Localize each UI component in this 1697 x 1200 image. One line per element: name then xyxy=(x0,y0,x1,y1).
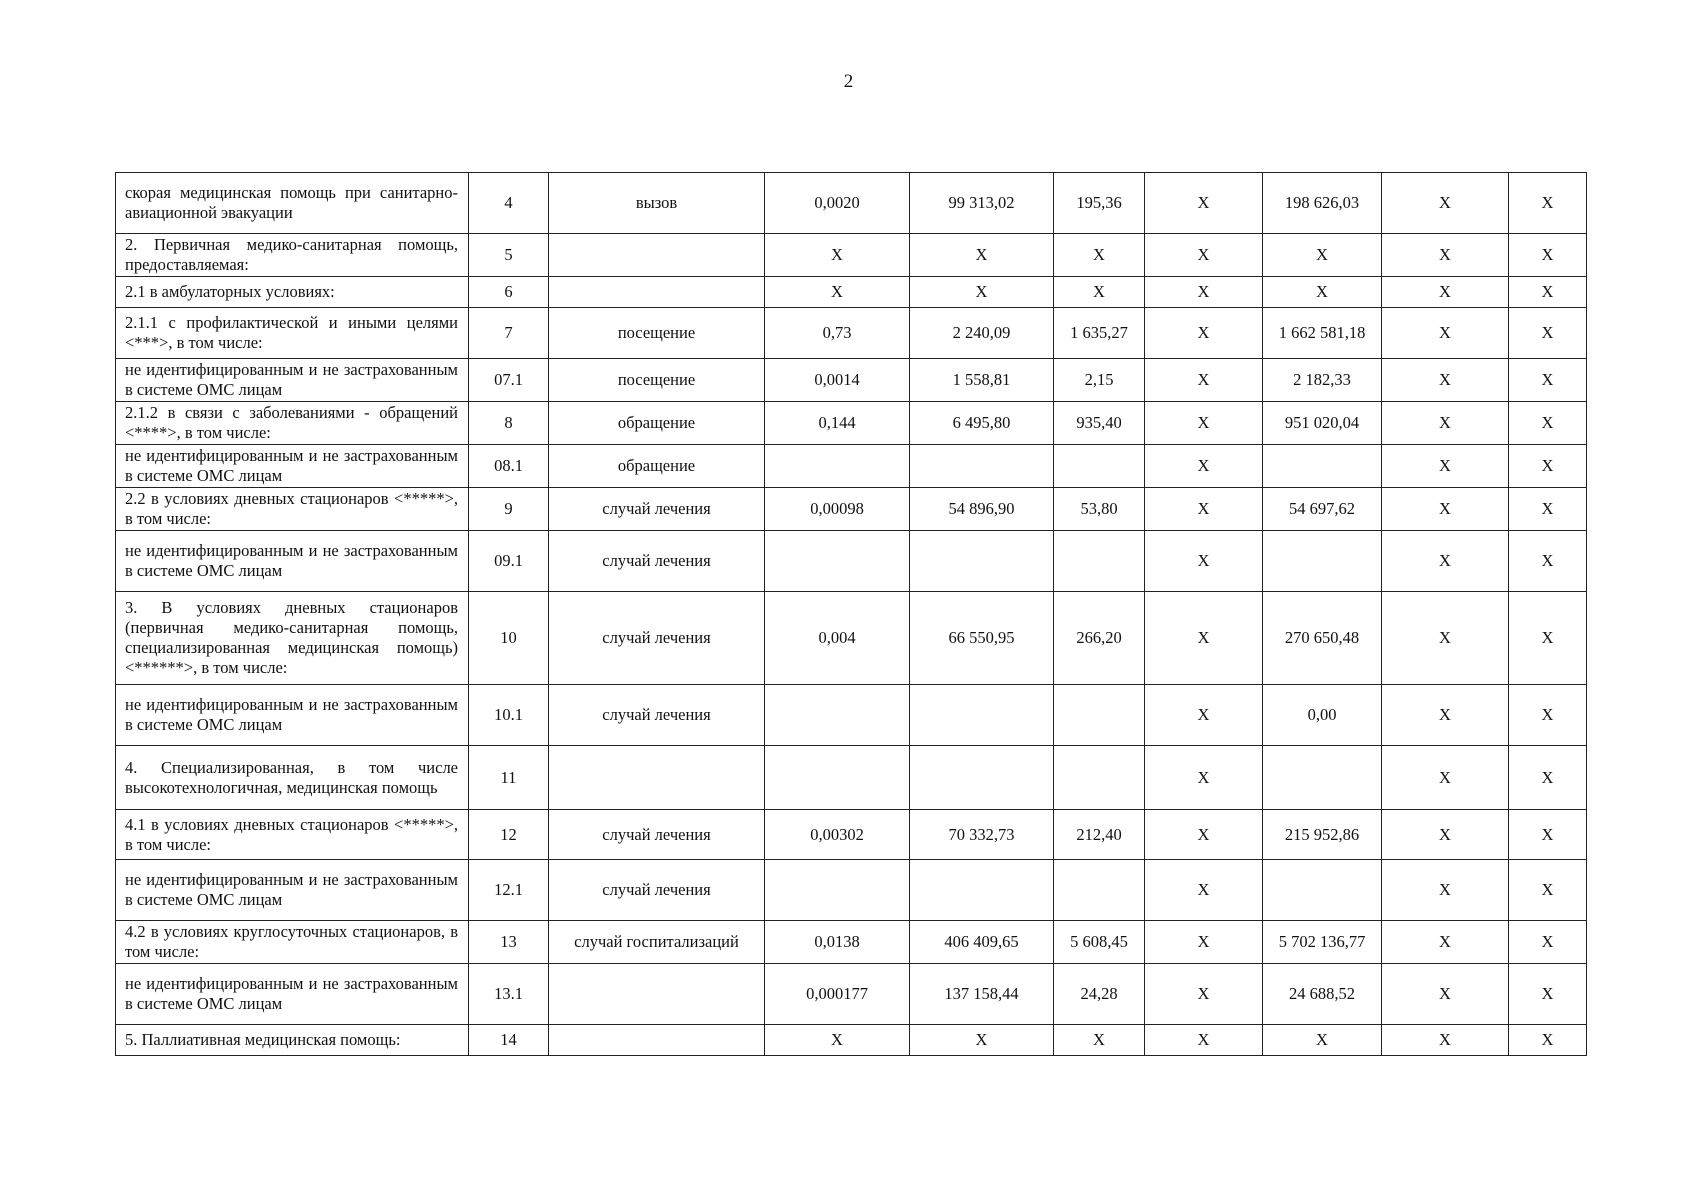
value-cell: X xyxy=(1382,592,1509,685)
value-cell xyxy=(910,860,1054,921)
value-cell xyxy=(910,531,1054,592)
row-name-cell: 2. Первичная медико-санитарная помощь, предоставляемая: xyxy=(116,234,469,277)
value-cell xyxy=(765,445,910,488)
value-cell: X xyxy=(1509,445,1587,488)
unit-cell: случай госпитализаций xyxy=(549,921,765,964)
value-cell: X xyxy=(1145,810,1263,860)
value-cell: X xyxy=(765,1025,910,1056)
value-cell: X xyxy=(1145,746,1263,810)
value-cell: X xyxy=(1509,402,1587,445)
value-cell xyxy=(1263,746,1382,810)
page-number: 2 xyxy=(843,71,854,92)
row-name-cell: 4.2 в условиях круглосуточных стационаров, в том числе: xyxy=(116,921,469,964)
unit-cell: посещение xyxy=(549,308,765,359)
value-cell: X xyxy=(1509,531,1587,592)
value-cell xyxy=(1054,860,1145,921)
value-cell: X xyxy=(1509,234,1587,277)
value-cell: 1 635,27 xyxy=(1054,308,1145,359)
table-row xyxy=(116,173,1587,234)
value-cell: 137 158,44 xyxy=(910,964,1054,1025)
value-cell: 2 182,33 xyxy=(1263,359,1382,402)
value-cell: 0,00 xyxy=(1263,685,1382,746)
table-row xyxy=(116,860,1587,921)
unit-cell: случай лечения xyxy=(549,488,765,531)
value-cell: X xyxy=(1382,359,1509,402)
row-name-cell: скорая медицинская помощь при санитарно-авиационной эвакуации xyxy=(116,173,469,234)
value-cell: X xyxy=(910,277,1054,308)
table-row xyxy=(116,488,1587,531)
row-number-cell: 7 xyxy=(469,308,549,359)
table-row xyxy=(116,445,1587,488)
value-cell: 0,73 xyxy=(765,308,910,359)
value-cell: X xyxy=(1145,531,1263,592)
unit-cell: случай лечения xyxy=(549,860,765,921)
value-cell: X xyxy=(1145,277,1263,308)
value-cell: 266,20 xyxy=(1054,592,1145,685)
value-cell xyxy=(765,746,910,810)
table-row xyxy=(116,746,1587,810)
value-cell: X xyxy=(1382,531,1509,592)
value-cell: X xyxy=(910,1025,1054,1056)
unit-cell: случай лечения xyxy=(549,592,765,685)
value-cell: 2,15 xyxy=(1054,359,1145,402)
value-cell: 99 313,02 xyxy=(910,173,1054,234)
row-number-cell: 4 xyxy=(469,173,549,234)
table-row xyxy=(116,359,1587,402)
value-cell: 212,40 xyxy=(1054,810,1145,860)
row-number-cell: 10 xyxy=(469,592,549,685)
unit-cell: вызов xyxy=(549,173,765,234)
value-cell: 1 558,81 xyxy=(910,359,1054,402)
value-cell: X xyxy=(1382,402,1509,445)
unit-cell: случай лечения xyxy=(549,685,765,746)
value-cell: X xyxy=(765,234,910,277)
value-cell: 270 650,48 xyxy=(1263,592,1382,685)
value-cell: 66 550,95 xyxy=(910,592,1054,685)
value-cell: 0,0138 xyxy=(765,921,910,964)
row-name-cell: 5. Паллиативная медицинская помощь: xyxy=(116,1025,469,1056)
value-cell: 54 896,90 xyxy=(910,488,1054,531)
value-cell xyxy=(1054,531,1145,592)
table-row xyxy=(116,964,1587,1025)
row-name-cell: 2.1.1 с профилактической и иными целями <***>, в том числе: xyxy=(116,308,469,359)
table-row xyxy=(116,277,1587,308)
value-cell: 0,00098 xyxy=(765,488,910,531)
value-cell: X xyxy=(1382,1025,1509,1056)
value-cell: X xyxy=(1509,746,1587,810)
value-cell: X xyxy=(1509,359,1587,402)
value-cell xyxy=(765,860,910,921)
value-cell xyxy=(910,746,1054,810)
value-cell: X xyxy=(1145,1025,1263,1056)
value-cell: X xyxy=(1382,810,1509,860)
value-cell: X xyxy=(1382,488,1509,531)
row-number-cell: 07.1 xyxy=(469,359,549,402)
row-number-cell: 13 xyxy=(469,921,549,964)
value-cell: X xyxy=(1145,308,1263,359)
value-cell: X xyxy=(1509,488,1587,531)
value-cell: X xyxy=(1382,308,1509,359)
value-cell: X xyxy=(1382,234,1509,277)
row-name-cell: 2.1.2 в связи с заболеваниями - обращений <****>, в том числе: xyxy=(116,402,469,445)
row-name-cell: не идентифицированным и не застрахованным в системе ОМС лицам xyxy=(116,685,469,746)
row-number-cell: 11 xyxy=(469,746,549,810)
table-row xyxy=(116,685,1587,746)
value-cell: 53,80 xyxy=(1054,488,1145,531)
value-cell: X xyxy=(1263,234,1382,277)
value-cell: X xyxy=(1145,921,1263,964)
value-cell: X xyxy=(1509,921,1587,964)
table-row xyxy=(116,1025,1587,1056)
row-number-cell: 12.1 xyxy=(469,860,549,921)
value-cell: X xyxy=(1382,921,1509,964)
value-cell: 215 952,86 xyxy=(1263,810,1382,860)
value-cell xyxy=(910,685,1054,746)
value-cell: X xyxy=(1054,1025,1145,1056)
value-cell: 1 662 581,18 xyxy=(1263,308,1382,359)
table-row xyxy=(116,402,1587,445)
row-number-cell: 12 xyxy=(469,810,549,860)
value-cell: X xyxy=(1263,277,1382,308)
unit-cell xyxy=(549,277,765,308)
unit-cell: случай лечения xyxy=(549,531,765,592)
value-cell: 24 688,52 xyxy=(1263,964,1382,1025)
table-row xyxy=(116,234,1587,277)
value-cell: X xyxy=(1382,685,1509,746)
table-row xyxy=(116,810,1587,860)
value-cell: X xyxy=(1382,173,1509,234)
value-cell: 70 332,73 xyxy=(910,810,1054,860)
value-cell: X xyxy=(1263,1025,1382,1056)
care-volume-table xyxy=(115,172,1587,1056)
value-cell: X xyxy=(1382,964,1509,1025)
value-cell: 0,0014 xyxy=(765,359,910,402)
value-cell: X xyxy=(1509,592,1587,685)
value-cell: 5 608,45 xyxy=(1054,921,1145,964)
unit-cell: обращение xyxy=(549,445,765,488)
value-cell: 6 495,80 xyxy=(910,402,1054,445)
value-cell: X xyxy=(1382,445,1509,488)
value-cell: 0,0020 xyxy=(765,173,910,234)
value-cell: X xyxy=(1145,964,1263,1025)
row-name-cell: не идентифицированным и не застрахованным в системе ОМС лицам xyxy=(116,964,469,1025)
value-cell: X xyxy=(1509,964,1587,1025)
value-cell: 24,28 xyxy=(1054,964,1145,1025)
value-cell: 54 697,62 xyxy=(1263,488,1382,531)
value-cell xyxy=(1054,685,1145,746)
value-cell: X xyxy=(1145,173,1263,234)
value-cell: X xyxy=(1382,860,1509,921)
table-row xyxy=(116,921,1587,964)
value-cell: 5 702 136,77 xyxy=(1263,921,1382,964)
row-name-cell: не идентифицированным и не застрахованным в системе ОМС лицам xyxy=(116,860,469,921)
table-row xyxy=(116,592,1587,685)
value-cell xyxy=(1263,860,1382,921)
table-row xyxy=(116,531,1587,592)
value-cell: X xyxy=(1145,234,1263,277)
value-cell: 406 409,65 xyxy=(910,921,1054,964)
value-cell xyxy=(910,445,1054,488)
table-body xyxy=(116,173,1587,1056)
unit-cell xyxy=(549,234,765,277)
row-name-cell: 2.2 в условиях дневных стационаров <*****>, в том числе: xyxy=(116,488,469,531)
value-cell: X xyxy=(1145,402,1263,445)
value-cell: X xyxy=(1145,359,1263,402)
value-cell xyxy=(1054,746,1145,810)
unit-cell: посещение xyxy=(549,359,765,402)
value-cell xyxy=(1263,445,1382,488)
value-cell: 0,144 xyxy=(765,402,910,445)
unit-cell: случай лечения xyxy=(549,810,765,860)
value-cell: X xyxy=(1509,308,1587,359)
row-number-cell: 6 xyxy=(469,277,549,308)
row-number-cell: 08.1 xyxy=(469,445,549,488)
row-number-cell: 09.1 xyxy=(469,531,549,592)
value-cell: 0,00302 xyxy=(765,810,910,860)
value-cell: 198 626,03 xyxy=(1263,173,1382,234)
value-cell: 0,004 xyxy=(765,592,910,685)
row-name-cell: не идентифицированным и не застрахованным в системе ОМС лицам xyxy=(116,531,469,592)
value-cell xyxy=(765,531,910,592)
row-number-cell: 5 xyxy=(469,234,549,277)
value-cell: X xyxy=(1145,592,1263,685)
value-cell xyxy=(1263,531,1382,592)
row-name-cell: 3. В условиях дневных стационаров (первичная медико-санитарная помощь, специализированная медицинская помощь) <******>, в том числе: xyxy=(116,592,469,685)
row-name-cell: 4. Специализированная, в том числе высокотехнологичная, медицинская помощь xyxy=(116,746,469,810)
value-cell: X xyxy=(765,277,910,308)
value-cell: 0,000177 xyxy=(765,964,910,1025)
row-name-cell: 4.1 в условиях дневных стационаров <*****>, в том числе: xyxy=(116,810,469,860)
value-cell: X xyxy=(1145,685,1263,746)
value-cell: 951 020,04 xyxy=(1263,402,1382,445)
value-cell: 935,40 xyxy=(1054,402,1145,445)
row-number-cell: 9 xyxy=(469,488,549,531)
value-cell: X xyxy=(1382,277,1509,308)
value-cell: X xyxy=(1509,810,1587,860)
value-cell: X xyxy=(1054,277,1145,308)
value-cell: X xyxy=(1509,1025,1587,1056)
row-number-cell: 14 xyxy=(469,1025,549,1056)
row-name-cell: не идентифицированным и не застрахованным в системе ОМС лицам xyxy=(116,359,469,402)
value-cell: X xyxy=(910,234,1054,277)
row-name-cell: не идентифицированным и не застрахованным в системе ОМС лицам xyxy=(116,445,469,488)
value-cell: 195,36 xyxy=(1054,173,1145,234)
row-number-cell: 8 xyxy=(469,402,549,445)
unit-cell xyxy=(549,746,765,810)
value-cell: X xyxy=(1509,173,1587,234)
row-number-cell: 10.1 xyxy=(469,685,549,746)
value-cell: X xyxy=(1054,234,1145,277)
unit-cell xyxy=(549,964,765,1025)
table-row xyxy=(116,308,1587,359)
value-cell xyxy=(1054,445,1145,488)
row-number-cell: 13.1 xyxy=(469,964,549,1025)
unit-cell: обращение xyxy=(549,402,765,445)
value-cell: X xyxy=(1145,445,1263,488)
value-cell: X xyxy=(1509,685,1587,746)
value-cell: X xyxy=(1509,277,1587,308)
value-cell: 2 240,09 xyxy=(910,308,1054,359)
value-cell xyxy=(765,685,910,746)
value-cell: X xyxy=(1382,746,1509,810)
row-name-cell: 2.1 в амбулаторных условиях: xyxy=(116,277,469,308)
value-cell: X xyxy=(1145,488,1263,531)
value-cell: X xyxy=(1509,860,1587,921)
value-cell: X xyxy=(1145,860,1263,921)
unit-cell xyxy=(549,1025,765,1056)
